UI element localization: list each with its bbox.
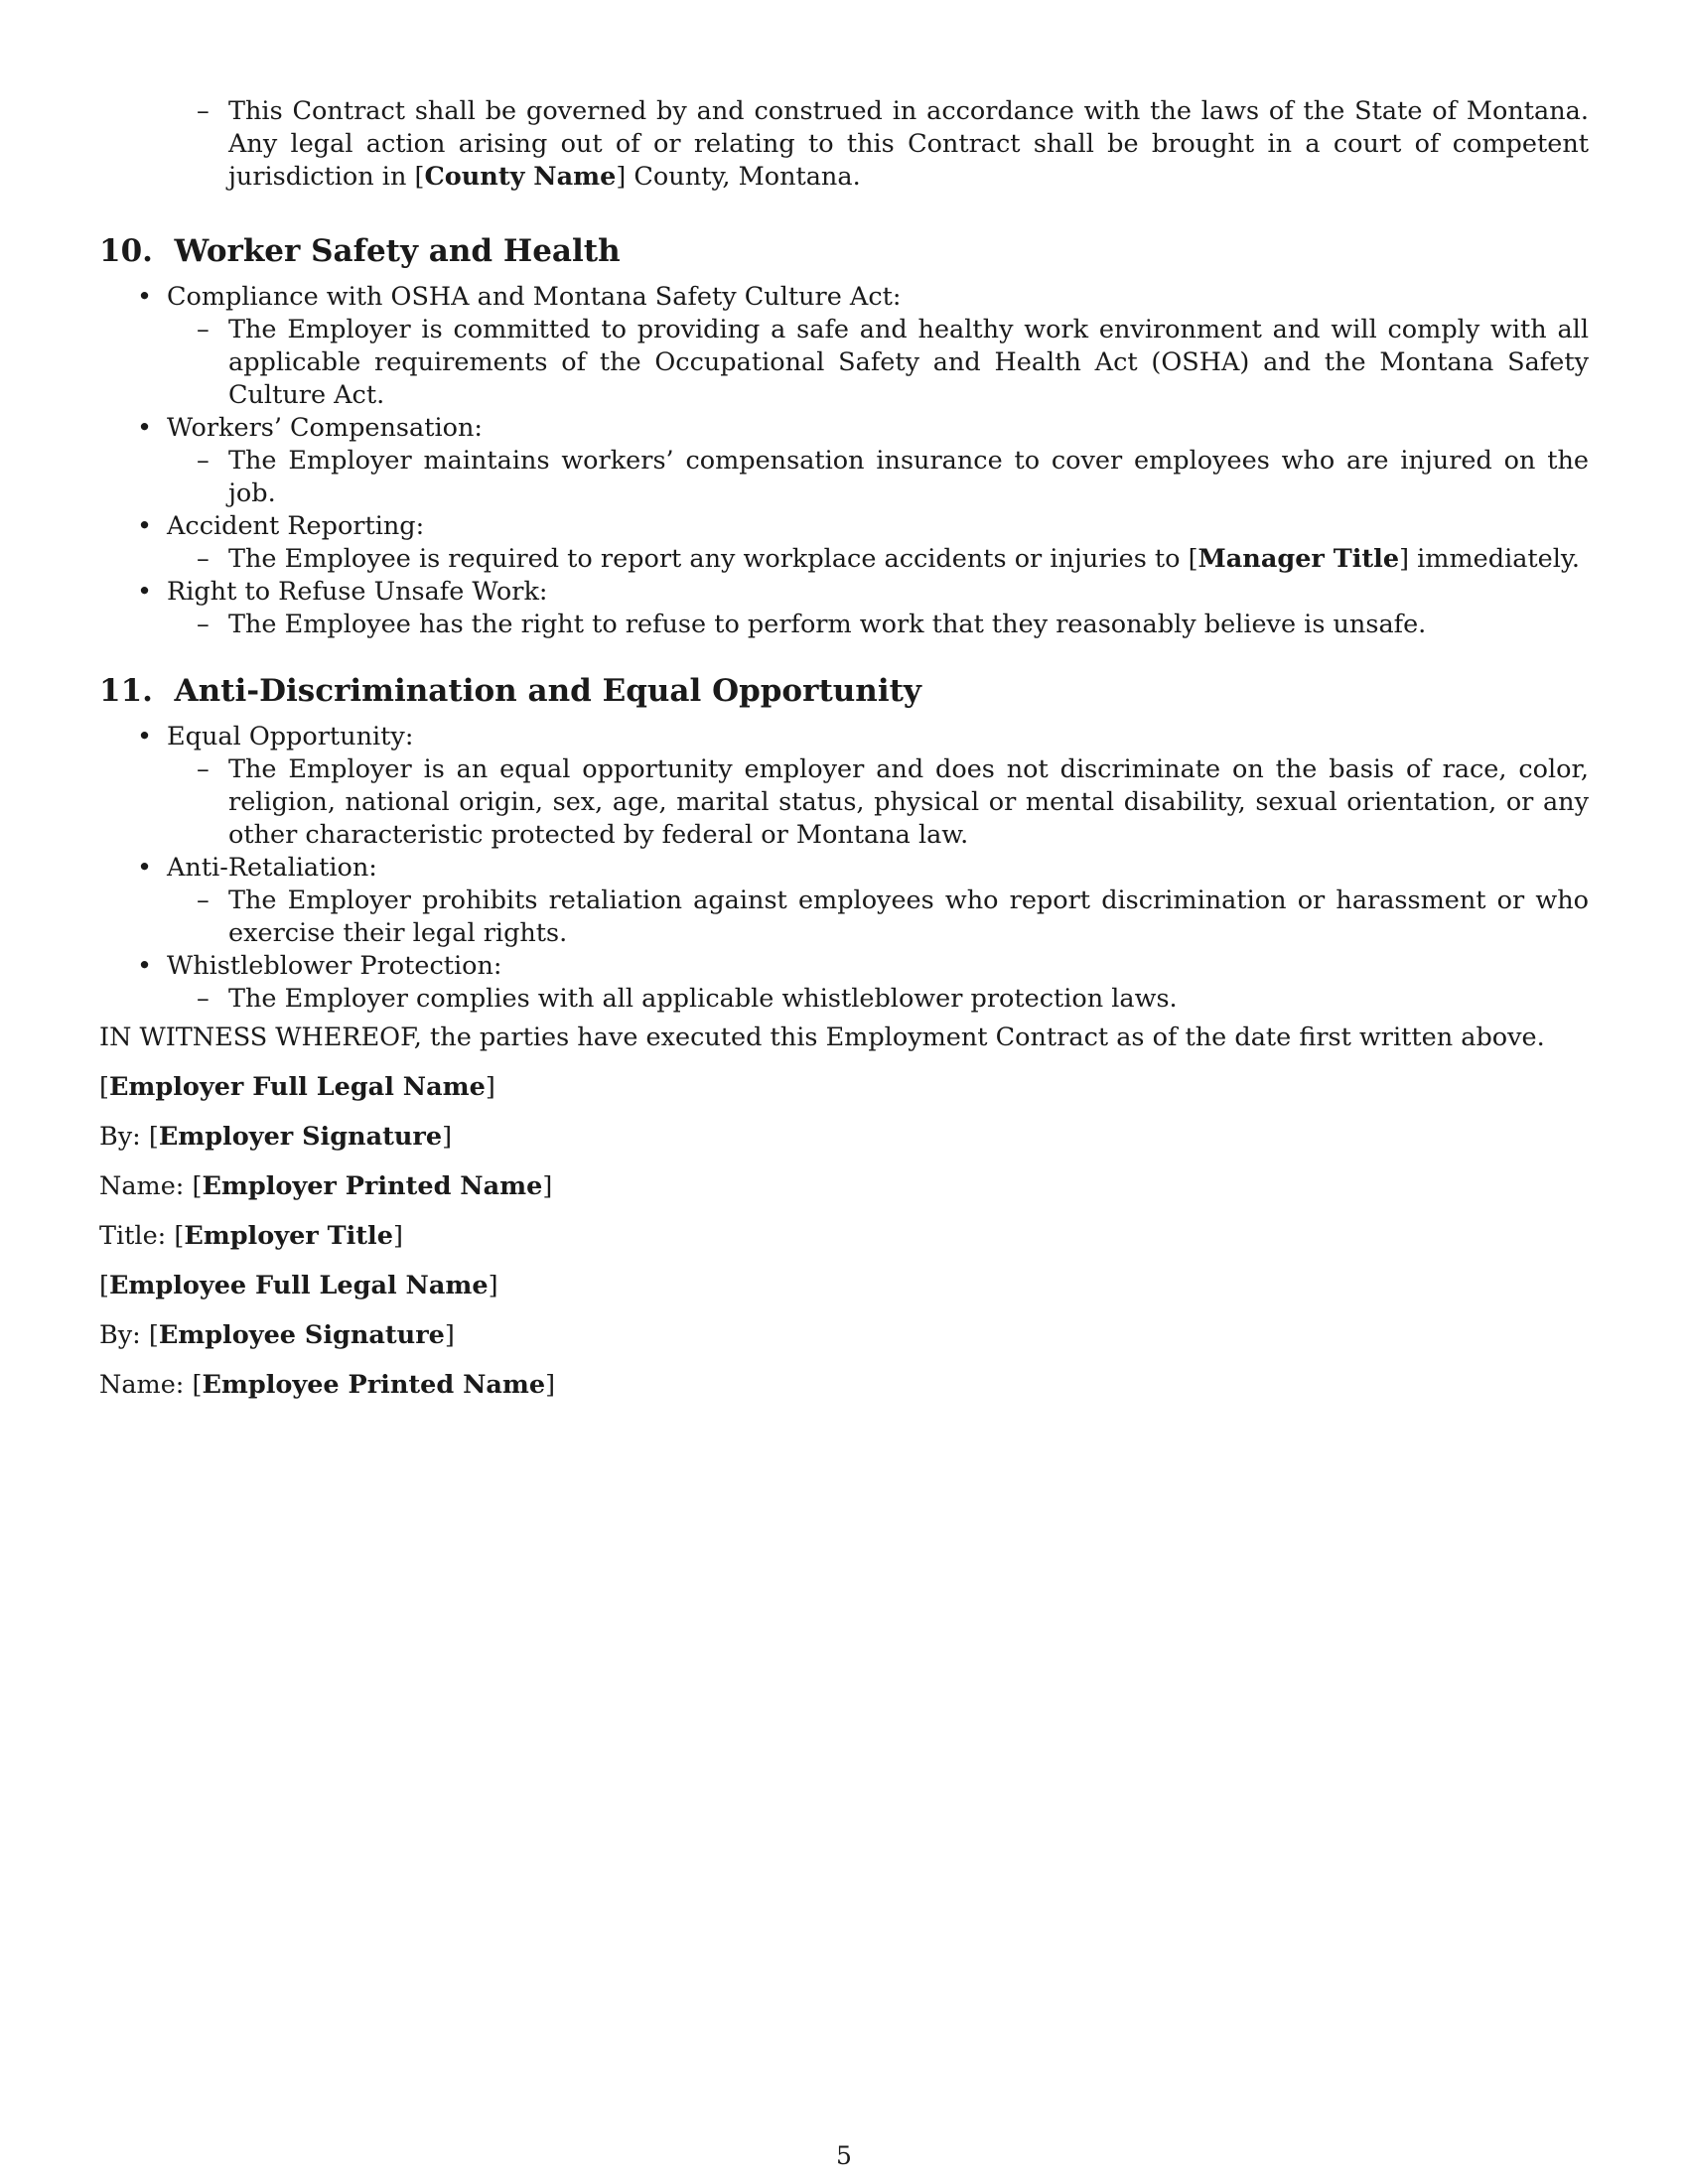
item-label: Equal Opportunity: (167, 722, 414, 751)
dash-marker: – (197, 446, 210, 476)
signature-employer-printed-name: Name: [Employer Printed Name] (99, 1171, 553, 1201)
item-label: Compliance with OSHA and Montana Safety Culture Act: (167, 282, 902, 312)
placeholder-employer-signature: Employer Signature (158, 1122, 443, 1152)
placeholder-employee-full-legal-name: Employee Full Legal Name (108, 1271, 489, 1300)
name-label: Name: (99, 1370, 185, 1400)
item-text: The Employer maintains workers’ compensation insurance to cover employees who are injured on the job. (228, 446, 1589, 508)
bullet-marker: • (137, 951, 153, 981)
by-label: By: (99, 1320, 141, 1350)
name-label: Name: (99, 1171, 185, 1201)
item-label: Whistleblower Protection: (167, 951, 502, 981)
section-10-list (99, 281, 1589, 641)
placeholder-county-name: County Name (424, 162, 617, 192)
list-item-bullet (99, 852, 1589, 885)
list-item-dash (99, 983, 1589, 1016)
list-item-dash (99, 885, 1589, 950)
dash-marker: – (197, 96, 210, 126)
bullet-marker: • (137, 853, 153, 883)
list-item-dash (99, 445, 1589, 510)
governing-law-clause (99, 95, 1589, 194)
item-text: The Employee has the right to refuse to perform work that they reasonably believe is unsafe. (228, 610, 1427, 639)
bullet-marker: • (137, 413, 153, 443)
item-text: The Employer is committed to providing a safe and healthy work environment and will comply with all applicable requirements of the Occupational Safety and Health Act (OSHA) and the Montana Safety Culture Act. (228, 315, 1589, 410)
section-title: Worker Safety and Health (174, 233, 621, 269)
dash-marker: – (197, 984, 210, 1014)
bullet-marker: • (137, 577, 153, 607)
section-number: 11. (99, 673, 153, 709)
dash-marker: – (197, 754, 210, 784)
list-item-bullet (99, 576, 1589, 609)
section-11-heading (99, 671, 1589, 711)
section-10-heading (99, 231, 1589, 271)
dash-marker: – (197, 544, 210, 574)
item-label: Right to Refuse Unsafe Work: (167, 577, 548, 607)
list-item-bullet (99, 510, 1589, 543)
section-title: Anti-Discrimination and Equal Opportunity (174, 673, 921, 709)
document-page (99, 95, 1589, 1402)
dash-marker: – (197, 610, 210, 639)
clause-text-end: ] County, Montana. (616, 162, 861, 192)
item-text: The Employer complies with all applicable whistleblower protection laws. (228, 984, 1178, 1014)
signature-employee-printed-name: Name: [Employee Printed Name] (99, 1370, 556, 1400)
item-label: Accident Reporting: (167, 511, 425, 541)
list-item-dash (99, 609, 1589, 641)
clause-text: This Contract shall be governed by and construed in accordance with the laws of the State of Montana. Any legal action arising out of or relating to this Contract shall be brought in a court of competent jurisdiction in [ (228, 96, 1589, 192)
placeholder-employer-title: Employer Title (184, 1221, 393, 1251)
item-text-end: ] immediately. (1399, 544, 1581, 574)
placeholder-employee-printed-name: Employee Printed Name (202, 1370, 546, 1400)
dash-marker: – (197, 886, 210, 915)
item-text: The Employee is required to report any workplace accidents or injuries to [ (228, 544, 1198, 574)
item-label: Anti-Retaliation: (167, 853, 377, 883)
list-item-dash (99, 314, 1589, 412)
list-item-dash (99, 543, 1589, 576)
witness-clause: IN WITNESS WHEREOF, the parties have executed this Employment Contract as of the date first written above. (99, 1023, 1545, 1052)
item-label: Workers’ Compensation: (167, 413, 483, 443)
placeholder-employee-signature: Employee Signature (158, 1320, 445, 1350)
bullet-marker: • (137, 722, 153, 751)
signature-employer-by: By: [Employer Signature] (99, 1122, 453, 1152)
list-item-bullet (99, 412, 1589, 445)
list-item-dash (99, 753, 1589, 852)
placeholder-manager-title: Manager Title (1197, 544, 1400, 574)
item-text: The Employer is an equal opportunity employer and does not discriminate on the basis of race, color, religion, national origin, sex, age, marital status, physical or mental disability, sexual orientation, or any other characteristic protected by federal or Montana law. (228, 754, 1589, 850)
signature-employee-by: By: [Employee Signature] (99, 1320, 455, 1350)
item-text: The Employer prohibits retaliation against employees who report discrimination or harassment or who exercise their legal rights. (228, 886, 1589, 948)
bullet-marker: • (137, 511, 153, 541)
list-item-bullet (99, 950, 1589, 983)
section-11-list (99, 721, 1589, 1016)
signature-employer-name: [Employer Full Legal Name] (99, 1072, 495, 1102)
list-item-bullet (99, 721, 1589, 753)
page-number: 5 (836, 2141, 852, 2170)
title-label: Title: (99, 1221, 167, 1251)
by-label: By: (99, 1122, 141, 1152)
dash-marker: – (197, 315, 210, 344)
list-item-bullet (99, 281, 1589, 314)
placeholder-employer-printed-name: Employer Printed Name (202, 1171, 543, 1201)
placeholder-employer-full-legal-name: Employer Full Legal Name (108, 1072, 486, 1102)
section-number: 10. (99, 233, 153, 269)
signature-employee-name: [Employee Full Legal Name] (99, 1271, 498, 1300)
signature-employer-title: Title: [Employer Title] (99, 1221, 403, 1251)
bullet-marker: • (137, 282, 153, 312)
